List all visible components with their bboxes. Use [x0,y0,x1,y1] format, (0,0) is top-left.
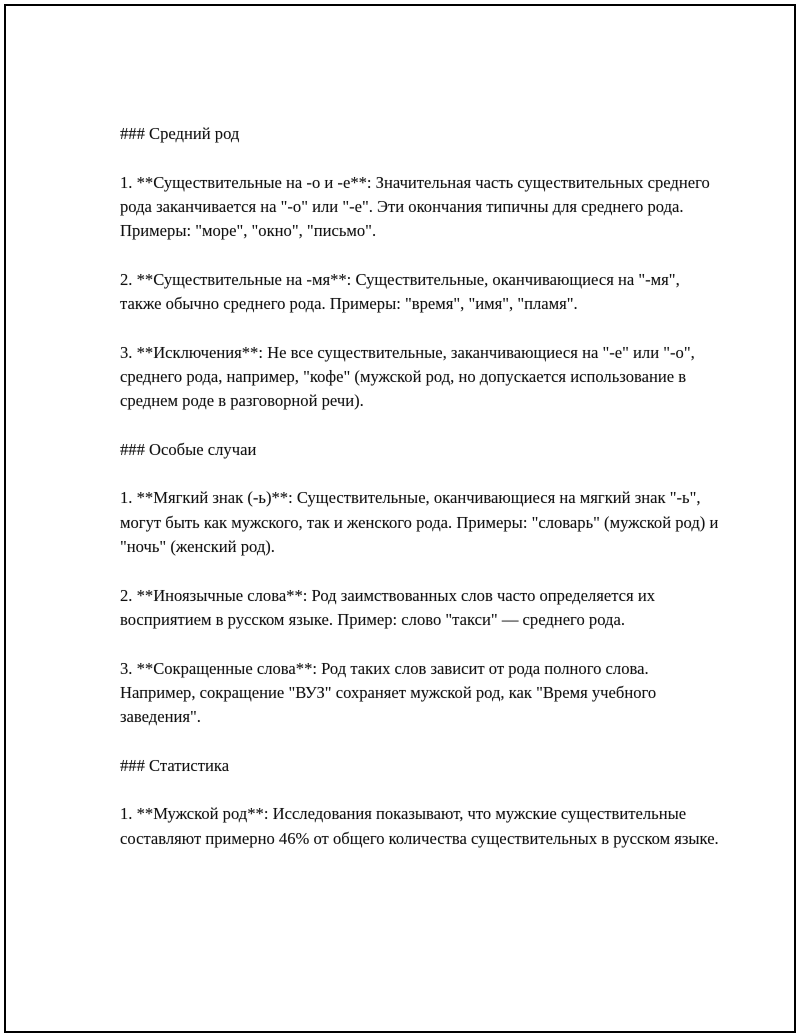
list-item: 3. **Сокращенные слова**: Род таких слов зависит от рода полного слова. Например, сокращение "ВУЗ" сохраняет мужской род, как "Время учебного заведения". [120,658,657,727]
list-item: 1. **Мягкий знак (-ь)**: Существительные, оканчивающиеся на мягкий знак "-ь", могут быть как мужского, так и женского рода. Примеры: "словарь" (мужской род) и "ночь" (женский род). [120,488,719,557]
section-heading-statistics: ### Статистика [120,755,230,775]
list-item: 3. **Исключения**: Не все существительные, заканчивающиеся на "-е" или "-о", среднего рода, например, "кофе" (мужской род, но допускается использование в среднем роде в разговорной речи). [120,342,695,411]
page-frame [4,4,796,1033]
list-item: 2. **Иноязычные слова**: Род заимствованных слов часто определяется их восприятием в русском языке. Пример: слово "такси" — среднего рода. [120,585,655,629]
list-item: 2. **Существительные на -мя**: Существительные, оканчивающиеся на "-мя", также обычно среднего рода. Примеры: "время", "имя", "пламя". [120,269,680,314]
document-body [120,122,720,875]
section-heading-special-cases: ### Особые случаи [120,439,257,459]
section-heading-neuter: ### Средний род [120,124,240,143]
list-item: 1. **Мужской род**: Исследования показывают, что мужские существительные составляют примерно 46% от общего количества существительных в русском языке. [120,804,719,848]
list-item: 1. **Существительные на -о и -е**: Значительная часть существительных среднего рода заканчивается на "-о" или "-е". Эти окончания типичны для среднего рода. Примеры: "море", "окно", "письмо". [120,172,710,241]
